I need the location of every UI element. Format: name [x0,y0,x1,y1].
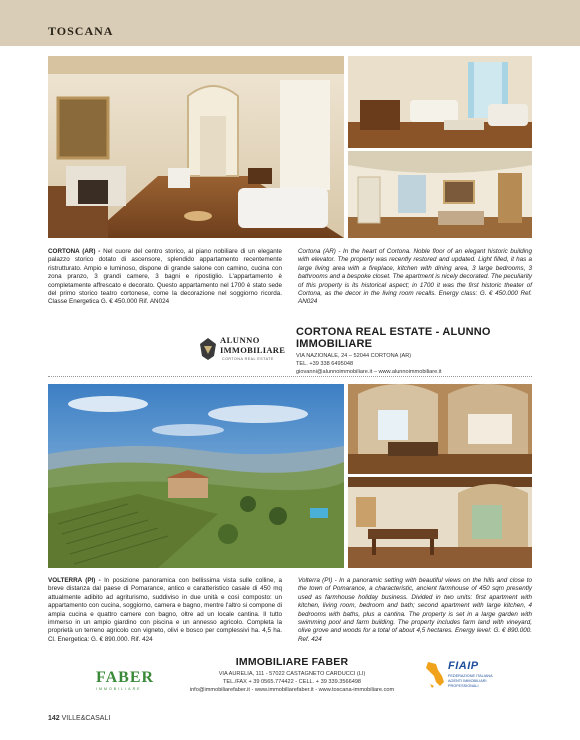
alunno-logo [198,334,286,364]
italy-map-icon [424,660,446,690]
photo-volterra-kitchen [348,384,532,474]
fiaip-sub-2: AGENTI IMMOBILIARI [448,679,487,683]
section-header [0,0,580,46]
faber-logo [96,670,156,692]
page-number: 142 [48,715,60,722]
listing-cortona-it [48,248,282,307]
agency-cortona-tel: TEL. +39 338 6495048 [296,361,354,367]
agency-cortona [296,326,536,376]
agency-faber-tel: TEL./FAX + 39 0565.774422 - CELL. + 39 339.3566498 [222,679,362,685]
agency-cortona-address: VIA NAZIONALE, 24 – 52044 CORTONA (AR) [296,353,412,359]
agency-faber-name: IMMOBILIARE FABER [235,656,349,668]
listing-volterra-it-title: VOLTERRA (PI) - [48,577,101,584]
fiaip-sub-3: PROFESSIONALI [448,684,479,688]
photo-volterra-aerial [48,384,344,568]
fiaip-sub-1: FEDERAZIONE ITALIANA [448,674,493,678]
alunno-logo-line2: IMMOBILIARE [220,345,286,355]
listing-cortona-it-body: Nel cuore del centro storico, al piano nobiliare di un elegante palazzo storico dotato di ascensore, splendido appartamento recentemente ristrutturato. Ampio e luminoso, dispone di grande salone con camino, cucina con zona pranzo, 3 grandi camere, 3 bagni e ripostiglio. L'appartamento è completamente affrescato e decorato. Questo appartamento nel 1700 è stato sede del primo storico teatro cortonese, come la decorazione nel soggiorno ricorda. Classe Energetica G. € 450.000 Rif. AN024 [48,248,282,306]
agency-cortona-name: CORTONA REAL ESTATE - ALUNNO IMMOBILIARE [296,326,491,350]
fiaip-logo-text: FIAIP [448,660,479,672]
agency-cortona-web[interactable]: giovanni@alunnoimmobiliare.it – www.alunnoimmobiliare.it [296,369,442,375]
agency-faber-address: VIA AURELIA, 111 - 57022 CASTAGNETO CARDUCCI (LI) [218,671,366,677]
listing-cortona-en-body: Cortona (AR) - In the heart of Cortona. Noble floor of an elegant historic building with elevator. The property was recently restored and updated. Light filled, it has a large living area with a fireplace, kitchen with dining area, 3 large bedrooms, 3 bathrooms and a bespoke closet. The apartment is nicely decorated. The peculiarity of this property is its historical aspect; in 1700 it was the first historic theater of Cortona, as the decor in the living room recalls. Energy class: G. € 450.000 Ref. AN024 [298,248,532,306]
faber-logo-sub: IMMOBILIARE [96,687,142,691]
faber-logo-text: FABER [96,669,155,686]
listing-cortona-en [298,248,532,307]
page-footer [48,715,110,722]
photo-cortona-living [348,56,532,148]
photo-cortona-bedroom [348,151,532,238]
magazine-brand: VILLE&CASALI [61,715,111,722]
alunno-logo-sub: CORTONA REAL ESTATE [222,357,274,361]
listing-volterra-en [298,577,532,644]
listing-cortona-it-title: CORTONA (AR) - [48,248,101,255]
agency-faber [170,656,414,694]
alunno-logo-line1: ALUNNO [220,335,260,345]
listing-volterra-en-body: Volterra (PI) - In a panoramic setting with beautiful views on the hills and close to the town of Pomarance, a characteristic, ancient farmhouse of 450 sqm presently used as farmhouse holiday business. Divided in two units: first apartment with kitchen, living room, bedroom and bath; second apartment with large kitchen, 4 bedrooms with baths, plus a cantina. The property is set in a large garden with swimming pool and farm building. The property includes farm land with vineyard, olive grove and woods for a total of about 4,5 hectares. Energy level: G. € 890.000. Ref. 424 [298,577,532,643]
listing-volterra-it-body: In posizione panoramica con bellissima vista sulle colline, a breve distanza dal paese di Pomarance, antico e caratteristico casale di 450 mq attualmente adibito ad agriturismo, suddiviso in due unità e così composto: un appartamento con cucina, soggiorno, camera e bagno, mentre l'altro si compone di ampia cucina e quattro camere con bagno, oltre ad un locale cantina. Il tutto immerso in un ampio giardino con piscina e un annesso agricolo. Completa la proprietà un terreno agricolo con vigneto, olivi e bosco per complessivi ha. 4,5 ha. Cl. Energetica: G. € 890.000. Rif. 424 [48,577,282,643]
crest-icon [198,336,218,362]
agency-faber-web[interactable]: info@immobiliarefaber.it - www.immobiliarefaber.it - www.toscana-immobiliare.com [189,687,395,693]
photo-cortona-salon [48,56,344,238]
listing-divider [48,376,532,377]
section-title: TOSCANA [48,24,114,38]
photo-volterra-dining [348,477,532,568]
fiaip-logo [424,660,532,694]
listing-volterra-it [48,577,282,644]
